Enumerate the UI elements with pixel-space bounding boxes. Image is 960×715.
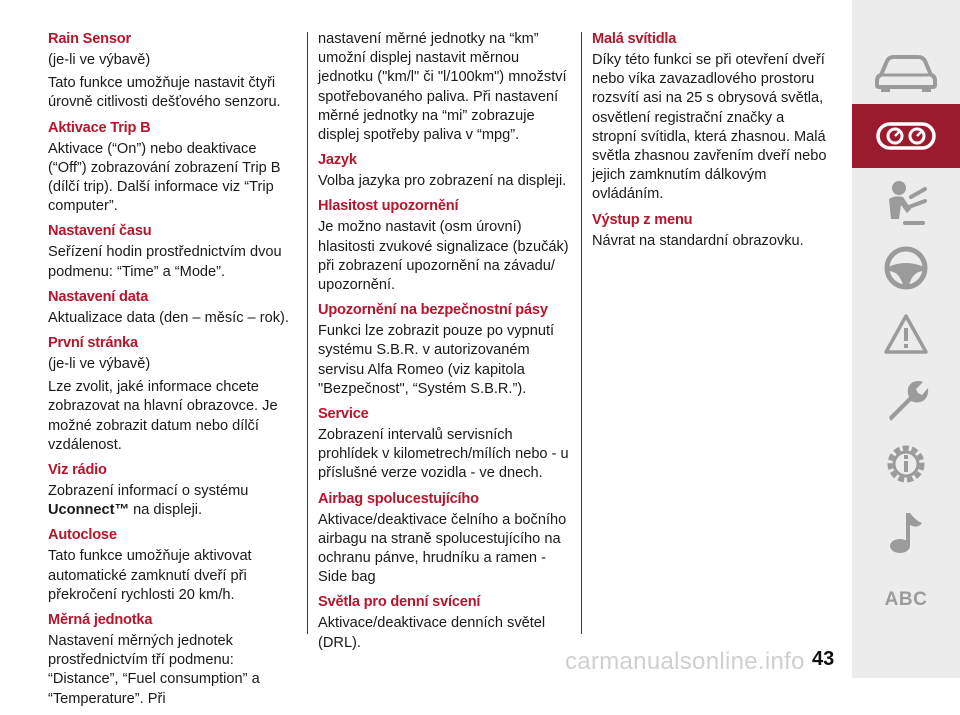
- section-heading: Malá svítidla: [592, 31, 677, 47]
- nav-index[interactable]: [852, 568, 960, 632]
- nav-driving[interactable]: [852, 236, 960, 300]
- page-number: 43: [812, 648, 835, 670]
- section-heading: Nastavení data: [48, 288, 149, 305]
- body-paragraph: Aktivace/deaktivace čelního a bočního airbagu na straně spolucestujícího na ochranu pánve, hrudníku a ramen - Side bag: [318, 511, 567, 586]
- section: [318, 151, 572, 191]
- nav-safety[interactable]: [852, 172, 960, 236]
- section-heading: Nastavení času: [48, 223, 152, 240]
- column-2: [318, 30, 572, 659]
- section-heading: Výstup z menu: [592, 211, 693, 228]
- section: [48, 461, 294, 520]
- section: [48, 30, 294, 113]
- body-paragraph: nastavení měrné jednotky na “km” umožní displej nastavit měrnou jednotku ("km/l" či "l/100km") množství spotřebovaného paliva. Při nastavení měrné jednotky na “mi” zobrazuje displej spotřeby paliva v “mpg”.: [318, 31, 567, 144]
- section: [592, 30, 830, 205]
- section: [48, 288, 294, 328]
- section-heading: Service: [318, 406, 369, 423]
- nav-warnings[interactable]: [852, 302, 960, 366]
- info-gear-icon: [882, 440, 930, 488]
- section-heading: Aktivace Trip B: [48, 119, 151, 136]
- body-paragraph: Nastavení měrných jednotek prostřednictvím tří podmenu: “Distance”, “Fuel consumption” a “Temperature”. Při: [48, 633, 260, 707]
- car-icon: [871, 51, 941, 93]
- section: [318, 301, 572, 399]
- section-heading: Měrná jednotka: [48, 612, 153, 629]
- section-heading: Rain Sensor: [48, 31, 131, 47]
- body-paragraph: Aktivace/deaktivace denních světel (DRL).: [318, 615, 546, 651]
- nav-maintenance[interactable]: [852, 432, 960, 496]
- section: [48, 119, 294, 217]
- body-paragraph: Aktivace (“On”) nebo deaktivace (“Off”) zobrazování zobrazení Trip B (dílčí trip). Další informace viz “Trip computer”.: [48, 140, 281, 215]
- section-heading: Upozornění na bezpečnostní pásy: [318, 302, 548, 319]
- dashboard-icon: [876, 121, 936, 151]
- section: [48, 334, 294, 455]
- body-paragraph: Tato funkce umožňuje nastavit čtyři úrovně citlivosti dešťového senzoru.: [48, 75, 281, 111]
- body-paragraph: Seřízení hodin prostřednictvím dvou podmenu: “Time” a “Mode”.: [48, 244, 282, 280]
- body-paragraph: Volba jazyka pro zobrazení na displeji.: [318, 173, 567, 190]
- nav-multimedia[interactable]: [852, 500, 960, 564]
- column-1: [48, 30, 294, 715]
- steering-wheel-icon: [883, 245, 929, 291]
- section: [318, 490, 572, 588]
- column-divider-1: [307, 32, 308, 634]
- warning-triangle-icon: [883, 313, 929, 355]
- body-paragraph: [48, 482, 294, 520]
- section-heading: Autoclose: [48, 527, 117, 544]
- watermark: carmanualsonline.info: [565, 648, 805, 675]
- body-paragraph: Je možno nastavit (osm úrovní) hlasitosti zvukové signalizace (bzučák) při zobrazení upozornění na závadu/ upozornění.: [318, 219, 569, 294]
- abc-label: ABC: [884, 589, 928, 610]
- nav-car[interactable]: [852, 40, 960, 104]
- section: [48, 526, 294, 605]
- section-heading: Viz rádio: [48, 462, 107, 479]
- body-paragraph: Díky této funkci se při otevření dveří nebo víka zavazadlového prostoru rozsvítí asi na 25 s obrysová světla, osvětlení registrační značky a stropní svítidla, která zhasnou. Malá světla zhasnou zavřením dveří nebo jejich zamknutím dálkovým ovládáním.: [592, 52, 827, 203]
- body-paragraph: Lze zvolit, jaké informace chcete zobrazovat na hlavní obrazovce. Je možné zobrazit datum nebo dílčí vzdálenost.: [48, 379, 278, 453]
- body-paragraph: Aktualizace data (den – měsíc – rok).: [48, 309, 289, 326]
- paragraph-text: Zobrazení informací o systému: [48, 483, 249, 500]
- body-paragraph: Zobrazení intervalů servisních prohlídek v kilometrech/mílích nebo - u příslušné verze vozidla - ve dnech.: [318, 427, 569, 482]
- body-paragraph: Tato funkce umožňuje aktivovat automatické zamknutí dveří při překročení rychlosti 20 km/h.: [48, 548, 252, 603]
- section-heading: První stránka: [48, 335, 138, 352]
- body-paragraph: Funkci lze zobrazit pouze po vypnutí systému S.B.R. v autorizovaném servisu Alfa Romeo (viz kapitola "Bezpečnost", “Systém S.B.R.”).: [318, 323, 555, 397]
- section: [48, 611, 294, 709]
- section-heading: Jazyk: [318, 152, 357, 169]
- body-paragraph: (je-li ve výbavě): [48, 52, 151, 68]
- column-3: [592, 30, 830, 257]
- wrench-icon: [883, 377, 929, 423]
- section: [48, 222, 294, 281]
- section: [318, 197, 572, 295]
- music-note-icon: [886, 509, 926, 555]
- section: [318, 30, 572, 145]
- chapter-sidebar: [852, 0, 960, 678]
- nav-dashboard[interactable]: [852, 104, 960, 168]
- section-heading: Airbag spolucestujícího: [318, 490, 479, 507]
- nav-emergency[interactable]: [852, 368, 960, 432]
- column-divider-2: [581, 32, 582, 634]
- section-heading: Světla pro denní svícení: [318, 594, 481, 611]
- seatbelt-person-icon: [881, 179, 931, 229]
- paragraph-text: na displeji.: [129, 502, 203, 519]
- section: [592, 211, 830, 251]
- section: [318, 405, 572, 484]
- section: [318, 593, 572, 652]
- bold-term: Uconnect™: [48, 502, 130, 519]
- body-paragraph: Návrat na standardní obrazovku.: [592, 232, 804, 249]
- body-paragraph: (je-li ve výbavě): [48, 356, 151, 373]
- section-heading: Hlasitost upozornění: [318, 198, 459, 215]
